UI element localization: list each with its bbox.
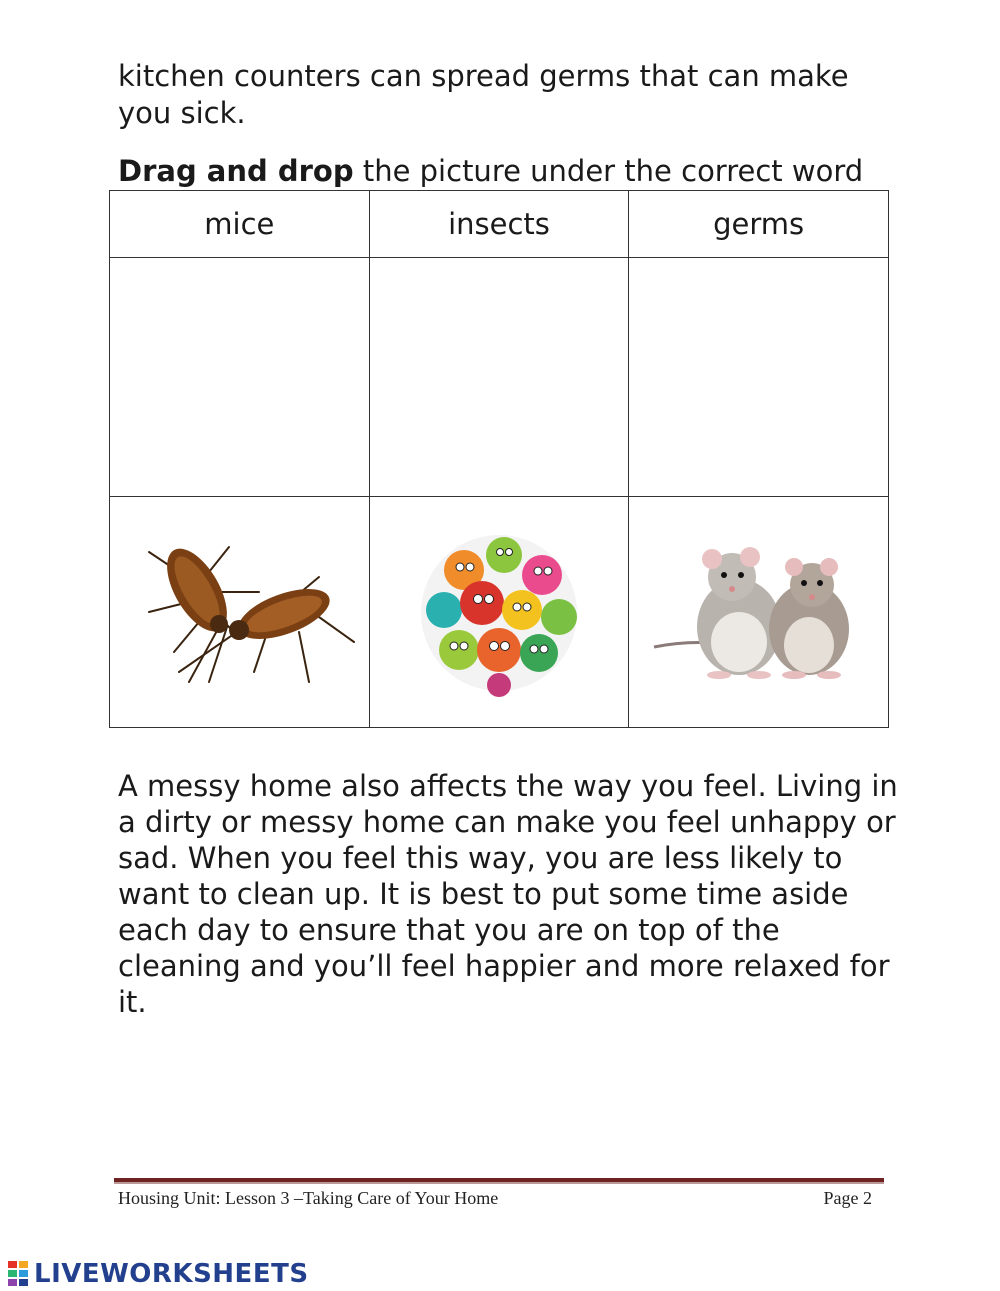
germs-image[interactable] xyxy=(404,525,594,700)
page-number: Page 2 xyxy=(823,1188,872,1208)
picture-cell xyxy=(369,497,629,728)
instruction xyxy=(118,153,888,190)
footer-divider xyxy=(114,1178,884,1182)
body-paragraph: A messy home also affects the way you feel. Living in a dirty or messy home can make you feel unhappy or sad. When you feel this way, you are less likely to want to clean up. It is best to put some time aside each day to ensure that you are on top of the cleaning and you’ll feel happier and more relaxed for it. xyxy=(118,769,898,1019)
footer-lesson-title: Housing Unit: Lesson 3 –Taking Care of Your Home xyxy=(118,1188,499,1208)
column-header-mice: mice xyxy=(110,191,370,258)
liveworksheets-logo-icon xyxy=(8,1261,30,1287)
drop-zone-germs[interactable] xyxy=(629,258,889,497)
picture-cell xyxy=(110,497,370,728)
column-header-germs: germs xyxy=(629,191,889,258)
cockroach-image[interactable] xyxy=(119,532,359,692)
instruction-bold: Drag and drop xyxy=(118,154,354,188)
mice-image[interactable] xyxy=(644,537,874,687)
picture-cell xyxy=(629,497,889,728)
sorting-table xyxy=(109,190,889,728)
intro-text: kitchen counters can spread germs that can make you sick. xyxy=(118,59,849,130)
drop-zone-mice[interactable] xyxy=(110,258,370,497)
brand-logo xyxy=(8,1258,309,1290)
drop-zone-insects[interactable] xyxy=(369,258,629,497)
column-header-insects: insects xyxy=(369,191,629,258)
brand-name: LIVEWORKSHEETS xyxy=(34,1259,309,1289)
instruction-rest: the picture under the correct word xyxy=(353,154,864,188)
